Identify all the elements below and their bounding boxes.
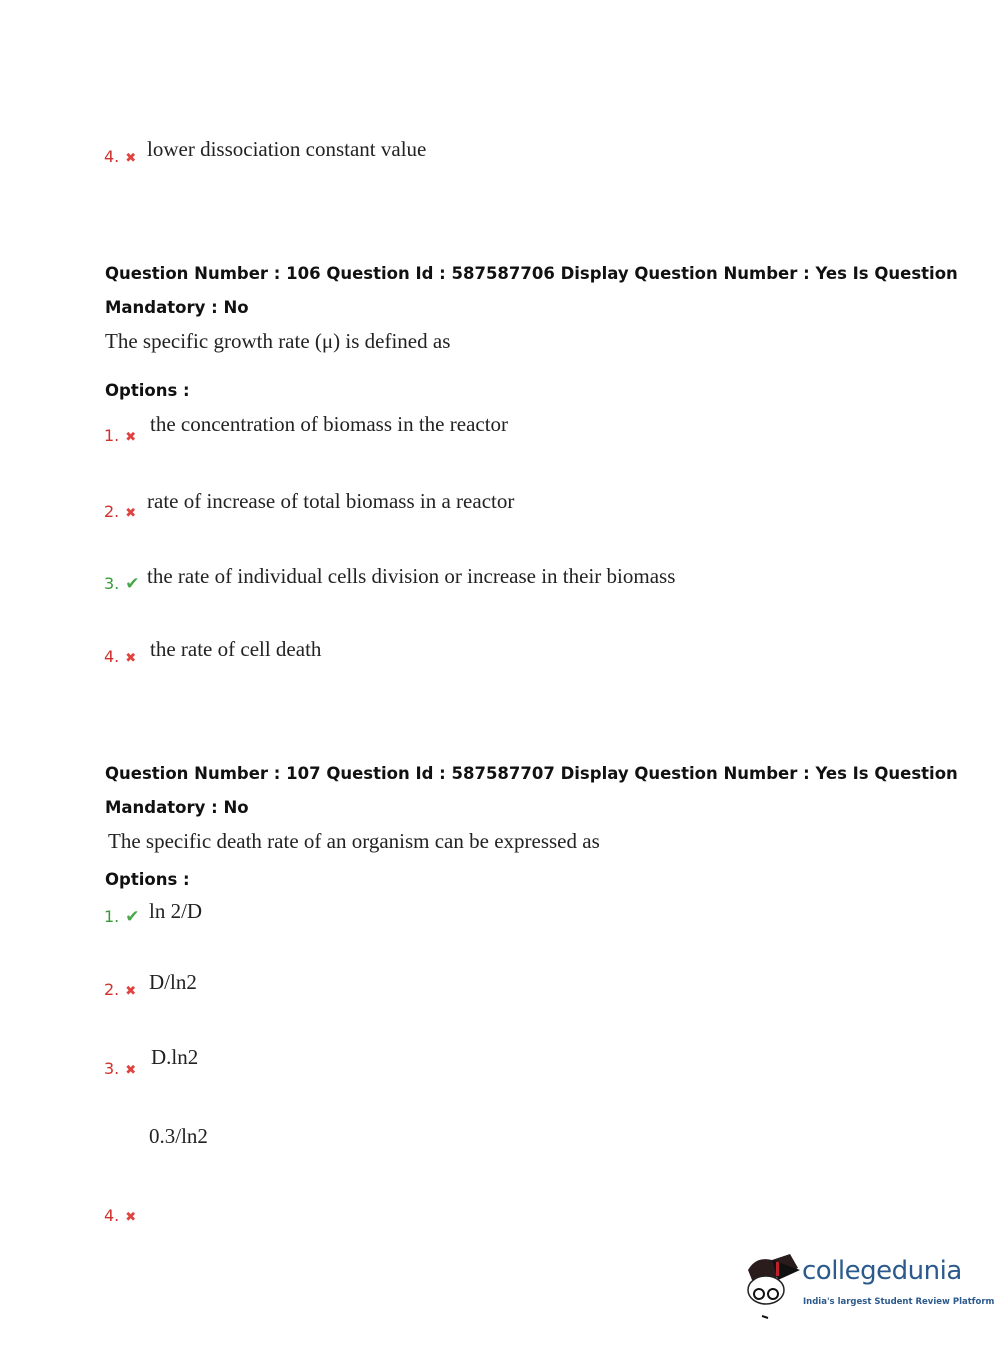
- logo-tagline: India's largest Student Review Platform: [803, 1297, 995, 1307]
- option-number: 2. ✖: [104, 502, 137, 521]
- cross-icon: ✖: [125, 651, 137, 666]
- cross-icon: ✖: [125, 1063, 137, 1078]
- cross-icon: ✖: [125, 984, 137, 999]
- question-mandatory: Mandatory : No: [105, 798, 249, 817]
- option-number: 4. ✖: [104, 1206, 137, 1225]
- question-header: Question Number : 106 Question Id : 587587706 Display Question Number : Yes Is Question: [105, 264, 958, 283]
- option-number: 3. ✖: [104, 1059, 137, 1078]
- cross-icon: ✖: [125, 430, 137, 445]
- cross-icon: ✖: [125, 506, 137, 521]
- options-label: Options :: [105, 870, 190, 889]
- options-label: Options :: [105, 381, 190, 400]
- collegedunia-logo: [742, 1250, 995, 1320]
- option-text: the rate of individual cells division or increase in their biomass: [147, 564, 676, 588]
- question-stem: The specific death rate of an organism can be expressed as: [108, 829, 600, 853]
- mascot-icon: [742, 1250, 802, 1320]
- cross-icon: ✖: [125, 1210, 137, 1225]
- option-text: D.ln2: [151, 1045, 199, 1069]
- option-number: 4. ✖: [104, 647, 137, 666]
- option-number: 4. ✖: [104, 147, 137, 166]
- question-header: Question Number : 107 Question Id : 587587707 Display Question Number : Yes Is Question: [105, 764, 958, 783]
- cross-icon: ✖: [125, 151, 137, 166]
- option-text: rate of increase of total biomass in a reactor: [147, 489, 515, 513]
- option-number: 3. ✔: [104, 574, 140, 594]
- question-stem: The specific growth rate (μ) is defined as: [105, 329, 451, 353]
- option-text: ln 2/D: [149, 899, 203, 923]
- option-text: lower dissociation constant value: [147, 137, 427, 161]
- option-text: 0.3/ln2: [149, 1124, 208, 1148]
- check-icon: ✔: [125, 574, 140, 594]
- check-icon: ✔: [125, 907, 140, 927]
- option-number: 2. ✖: [104, 980, 137, 999]
- option-text: the rate of cell death: [150, 637, 322, 661]
- question-mandatory: Mandatory : No: [105, 298, 249, 317]
- option-text: the concentration of biomass in the reactor: [150, 412, 509, 436]
- logo-wordmark: collegedunia: [802, 1256, 962, 1286]
- option-text: D/ln2: [149, 970, 197, 994]
- option-number: 1. ✖: [104, 426, 137, 445]
- option-number: 1. ✔: [104, 907, 140, 927]
